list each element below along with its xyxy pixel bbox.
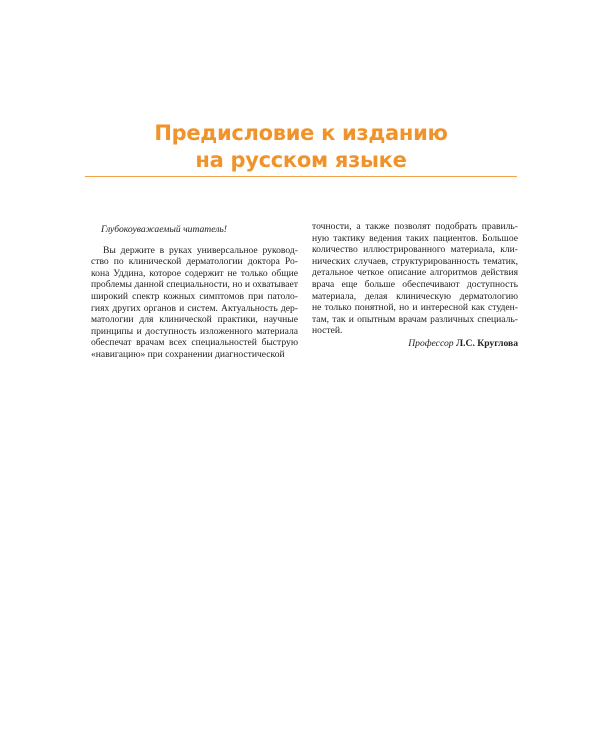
text-line: ную тактику ведения таких пациентов. Большое [312, 232, 518, 244]
page-title [85, 120, 517, 174]
text-line: принципы и доступность изложенного материала [91, 325, 298, 337]
left-column [91, 224, 298, 361]
text-line: гиях других органов и систем. Актуальность дер- [91, 302, 298, 314]
signature [312, 338, 518, 349]
text-line: проблемы данной специальности, но и охватывает [91, 279, 298, 291]
greeting: Глубокоуважаемый читатель! [101, 224, 227, 235]
title-line-1: Предисловие к изданию [154, 121, 448, 145]
text-line: количество иллюстрированного материала, кли- [312, 244, 518, 256]
signature-role: Профессор [408, 338, 454, 349]
signature-name: Л.С. Круглова [455, 338, 518, 349]
title-divider [85, 176, 517, 177]
text-line: обеспечат врачам всех специальностей быструю [91, 337, 298, 349]
text-line: точности, а также позволят подобрать правиль- [312, 221, 518, 232]
text-line: ство по клинической дерматологии доктора Ро- [91, 256, 298, 268]
text-line: широкий спектр кожных симптомов при патоло- [91, 290, 298, 302]
text-line: там, так и опытным врачам различных специаль- [312, 313, 518, 325]
text-line: врача еще больше обеспечивают доступность [312, 278, 518, 290]
text-line: матологии для клинической практики, научные [91, 314, 298, 326]
right-column [312, 221, 518, 337]
text-line: ностей. [312, 325, 343, 337]
text-line: материала, делая клиническую дерматологию [312, 290, 518, 302]
title-line-2: на русском языке [195, 148, 407, 172]
text-line: «навигацию» при сохранении диагностической [91, 348, 285, 360]
text-line: нических случаев, структурированность тематик, [312, 255, 518, 267]
text-line: не только понятной, но и интересной как студен- [312, 302, 518, 314]
text-line: Вы держите в руках универсальное руковод- [103, 244, 298, 256]
text-line: кона Уддина, которое содержит не только общие [91, 267, 298, 279]
text-line: детальное четкое описание алгоритмов действия [312, 267, 518, 279]
